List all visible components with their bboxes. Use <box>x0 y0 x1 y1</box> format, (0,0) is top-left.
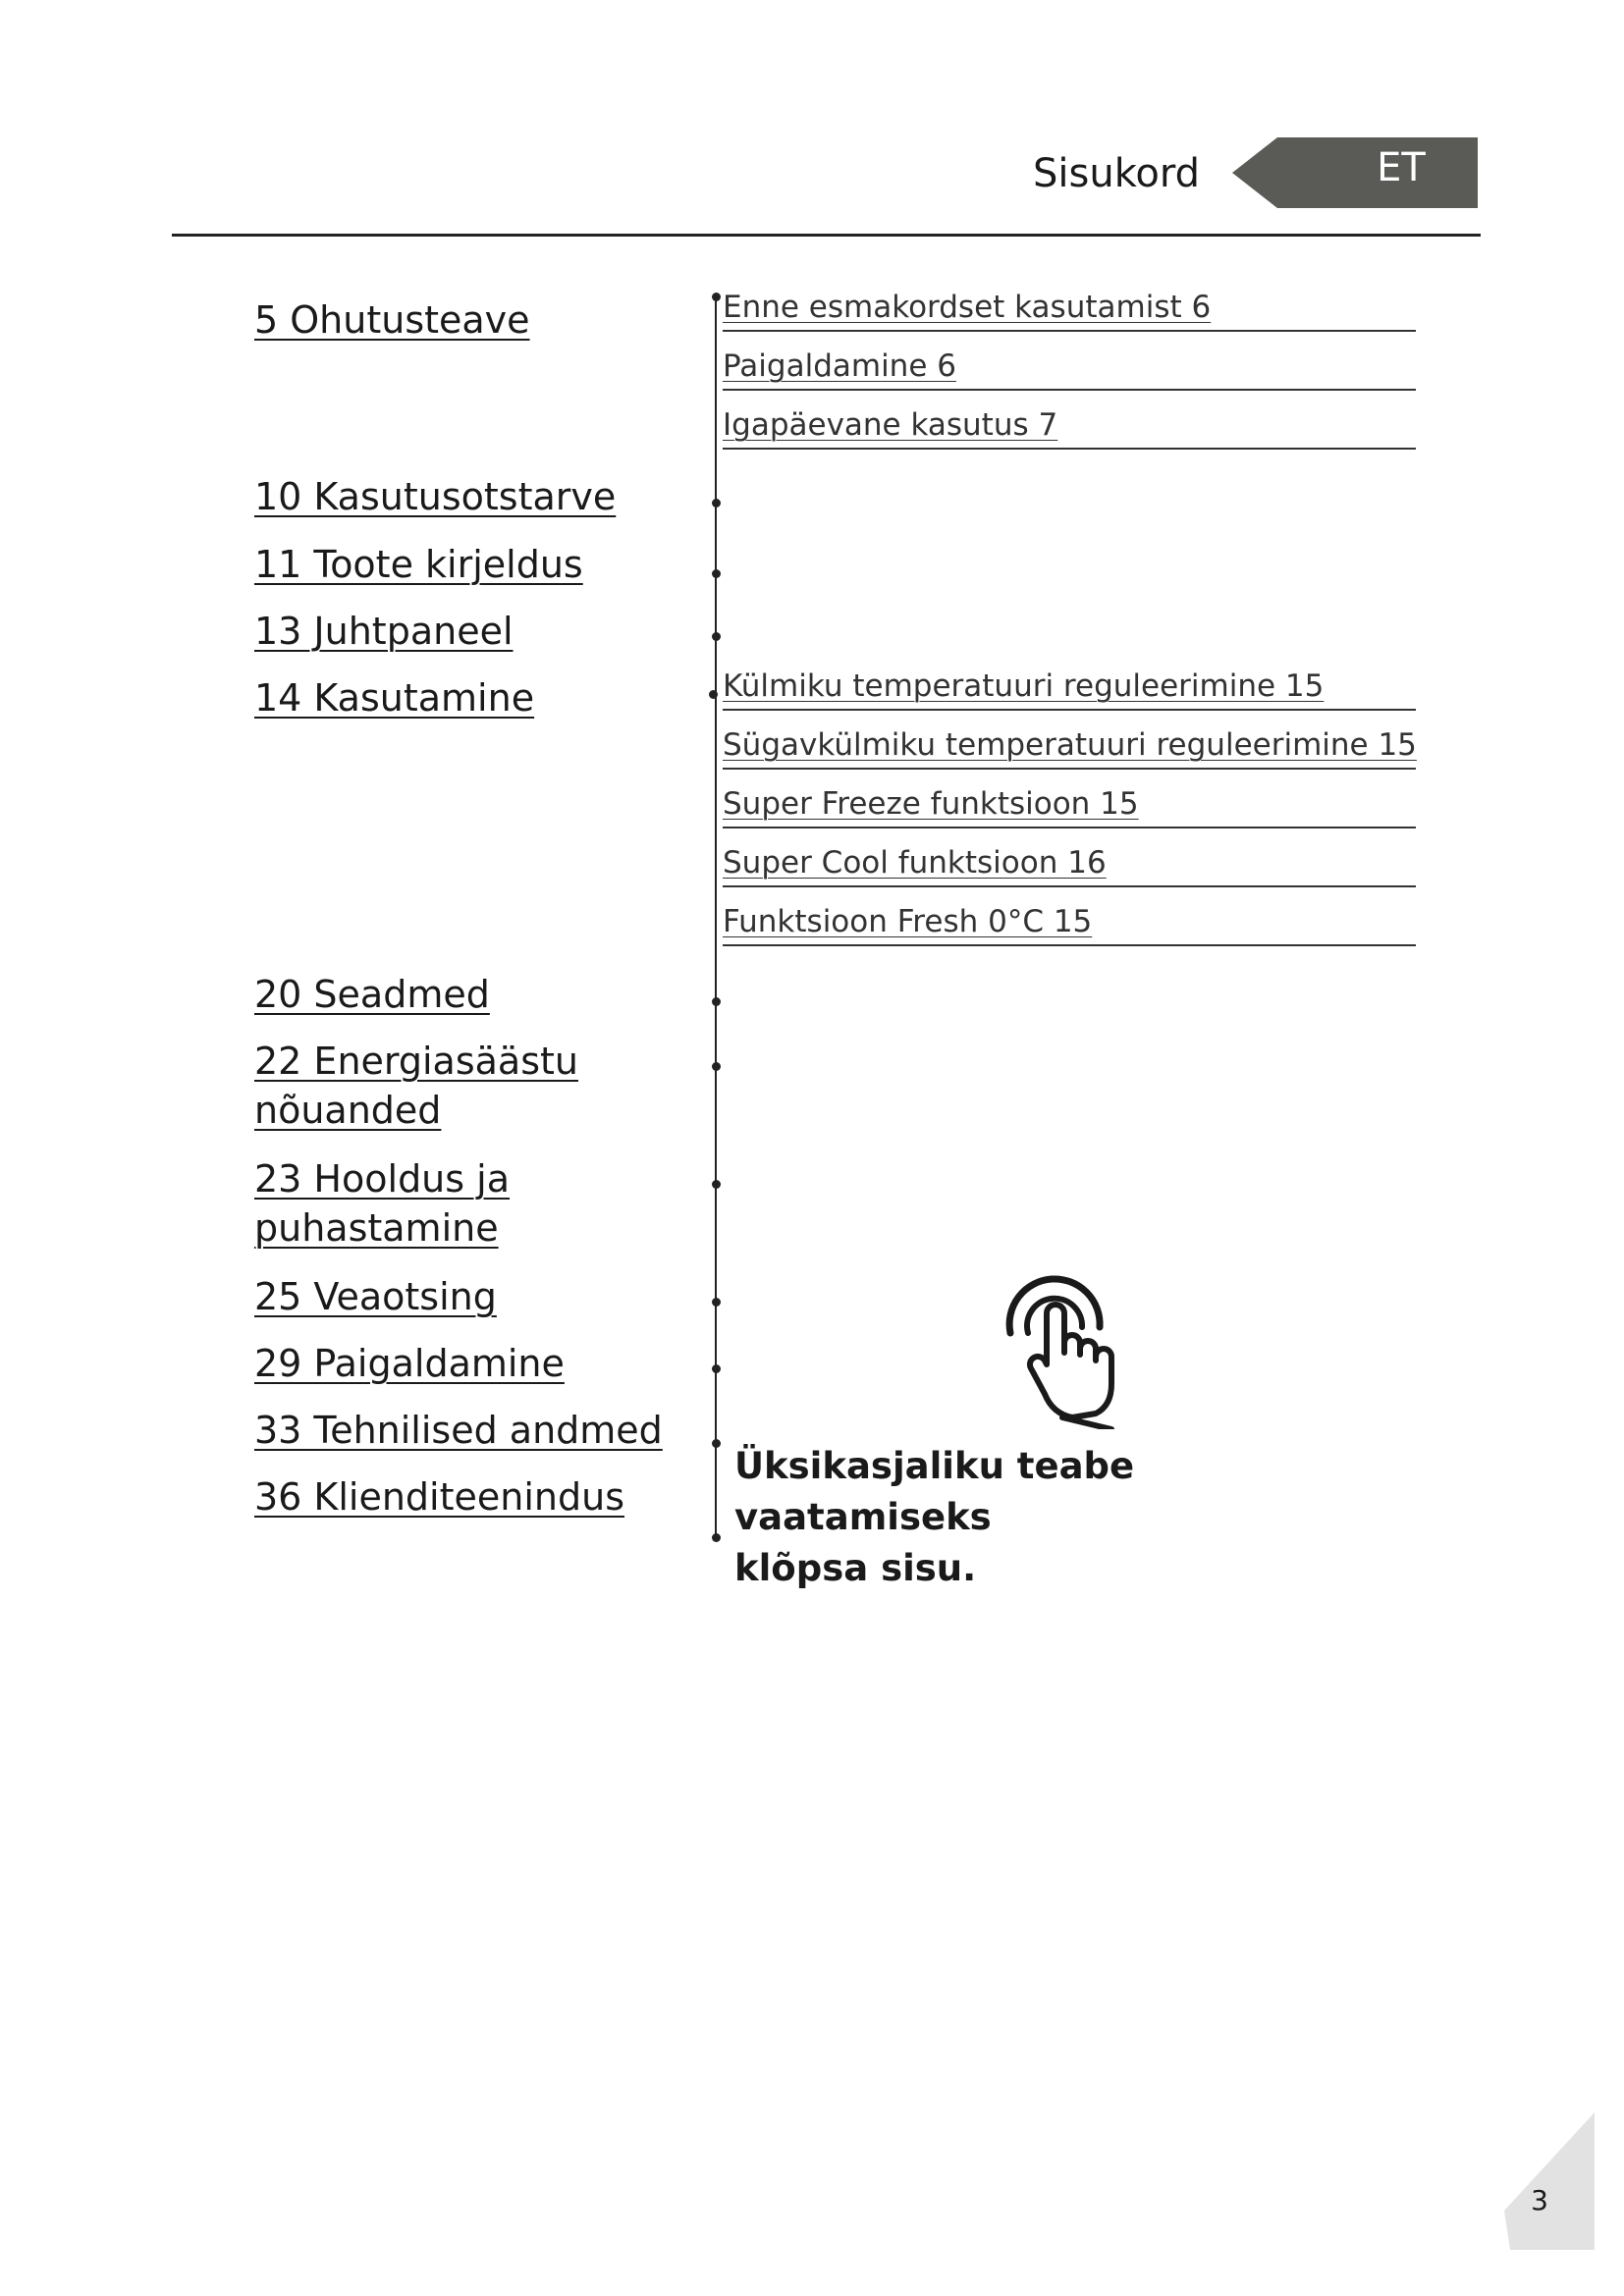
toc-chapter-link[interactable]: nõuanded <box>254 1089 442 1132</box>
toc-chapter-link[interactable]: 5 Ohutusteave <box>254 298 530 342</box>
timeline-dot <box>712 499 721 507</box>
toc-subsection-link[interactable]: Külmiku temperatuuri reguleerimine 15 <box>723 669 1416 711</box>
toc-chapter-link[interactable]: 11 Toote kirjeldus <box>254 543 583 586</box>
page-title: Sisukord <box>1033 151 1201 196</box>
timeline-dot <box>712 632 721 641</box>
toc-chapter-link[interactable]: 20 Seadmed <box>254 973 490 1016</box>
hint-line-2: klõpsa sisu. <box>734 1547 977 1589</box>
toc-subsection-link[interactable]: Paigaldamine 6 <box>723 349 1416 391</box>
toc-subsection-link[interactable]: Super Freeze funktsioon 15 <box>723 787 1416 828</box>
toc-timeline-line <box>715 296 717 1541</box>
toc-chapter-link[interactable]: 33 Tehnilised andmed <box>254 1409 663 1452</box>
timeline-dot <box>712 1533 721 1542</box>
toc-chapter-link[interactable]: 22 Energiasäästu <box>254 1040 578 1083</box>
timeline-dot <box>712 997 721 1006</box>
timeline-dot <box>709 690 718 699</box>
header-divider <box>172 234 1481 237</box>
toc-chapter-link[interactable]: puhastamine <box>254 1206 499 1250</box>
timeline-dot <box>712 569 721 578</box>
toc-chapter-link[interactable]: 29 Paigaldamine <box>254 1342 565 1385</box>
toc-chapter-link[interactable]: 25 Veaotsing <box>254 1275 497 1318</box>
tap-hand-icon <box>1001 1274 1151 1429</box>
timeline-dot <box>712 1439 721 1448</box>
toc-subsection-link[interactable]: Super Cool funktsioon 16 <box>723 846 1416 887</box>
hint-text <box>734 1441 1363 1594</box>
toc-subsection-link[interactable]: Enne esmakordset kasutamist 6 <box>723 291 1416 332</box>
timeline-dot <box>712 1062 721 1071</box>
toc-chapter-link[interactable]: 36 Klienditeenindus <box>254 1475 624 1519</box>
timeline-dot <box>712 1180 721 1189</box>
toc-chapter-link[interactable]: 10 Kasutusotstarve <box>254 475 617 518</box>
toc-chapter-link[interactable]: 13 Juhtpaneel <box>254 610 514 653</box>
language-label: ET <box>1377 145 1426 190</box>
timeline-dot <box>712 1364 721 1373</box>
timeline-dot <box>712 1298 721 1307</box>
hint-line-1: Üksikasjaliku teabe vaatamiseks <box>734 1445 1135 1538</box>
toc-subsection-link[interactable]: Funktsioon Fresh 0°C 15 <box>723 905 1416 946</box>
toc-chapter-link[interactable]: 14 Kasutamine <box>254 676 535 720</box>
toc-subsection-link[interactable]: Sügavkülmiku temperatuuri reguleerimine 15 <box>723 728 1416 770</box>
toc-chapter-link[interactable]: 23 Hooldus ja <box>254 1157 510 1201</box>
timeline-dot <box>712 293 721 301</box>
page-corner <box>1504 2112 1595 2250</box>
page-number: 3 <box>1531 2184 1548 2216</box>
toc-subsection-link[interactable]: Igapäevane kasutus 7 <box>723 408 1416 450</box>
